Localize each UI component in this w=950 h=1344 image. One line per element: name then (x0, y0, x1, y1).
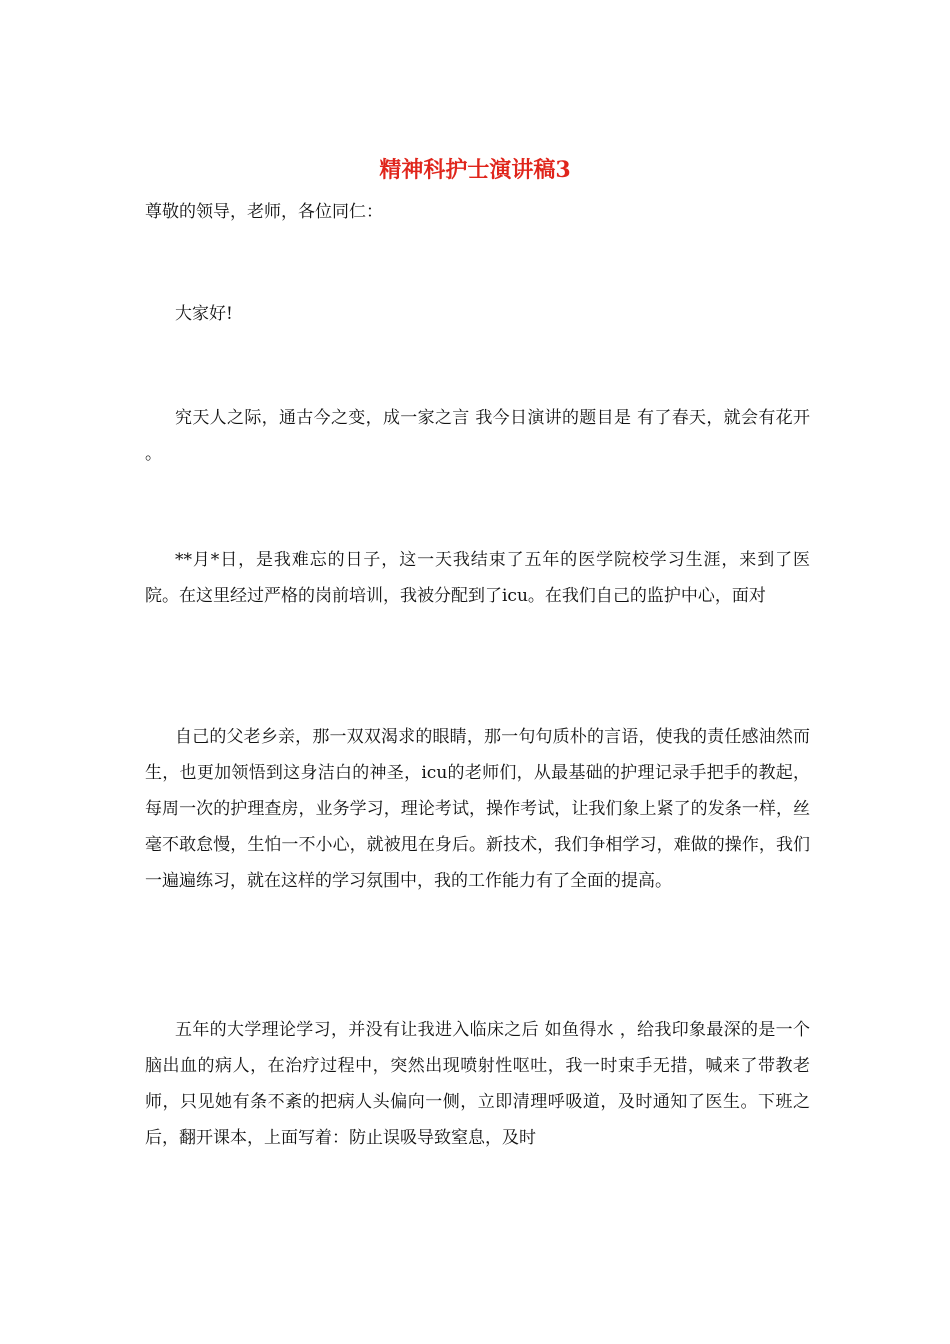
paragraph-arrival: **月*日，是我难忘的日子，这一天我结束了五年的医学院校学习生涯，来到了医院。在这里经过严格的岗前培训，我被分配到了icu。在我们自己的监护中心，面对 (145, 550, 810, 606)
paragraph-greeting: 大家好! (175, 304, 233, 324)
document-title: 精神科护士演讲稿3 (379, 157, 571, 183)
salutation: 尊敬的领导，老师，各位同仁： (145, 202, 383, 222)
paragraph-training: 自己的父老乡亲，那一双双渴求的眼睛，那一句句质朴的言语，使我的责任感油然而生，也更加领悟到这身洁白的神圣，icu的老师们，从最基础的护理记录手把手的教起，每周一次的护理查房，业务学习，理论考试，操作考试，让我们象上紧了的发条一样，丝毫不敢怠慢，生怕一不小心，就被甩在身后。新技术，我们争相学习，难做的操作，我们一遍遍练习，就在这样的学习氛围中，我的工作能力有了全面的提高。 (145, 727, 810, 891)
paragraph-experience: 五年的大学理论学习，并没有让我进入临床之后 如鱼得水 ，给我印象最深的是一个脑出血的病人，在治疗过程中，突然出现喷射性呕吐，我一时束手无措，喊来了带教老师，只见她有条不紊的把病人头偏向一侧，立即清理呼吸道，及时通知了医生。下班之后，翻开课本，上面写着：防止误吸导致窒息，及时 (145, 1020, 810, 1148)
paragraph-topic: 究天人之际，通古今之变，成一家之言 我今日演讲的题目是 有了春天，就会有花开 。 (145, 408, 810, 464)
